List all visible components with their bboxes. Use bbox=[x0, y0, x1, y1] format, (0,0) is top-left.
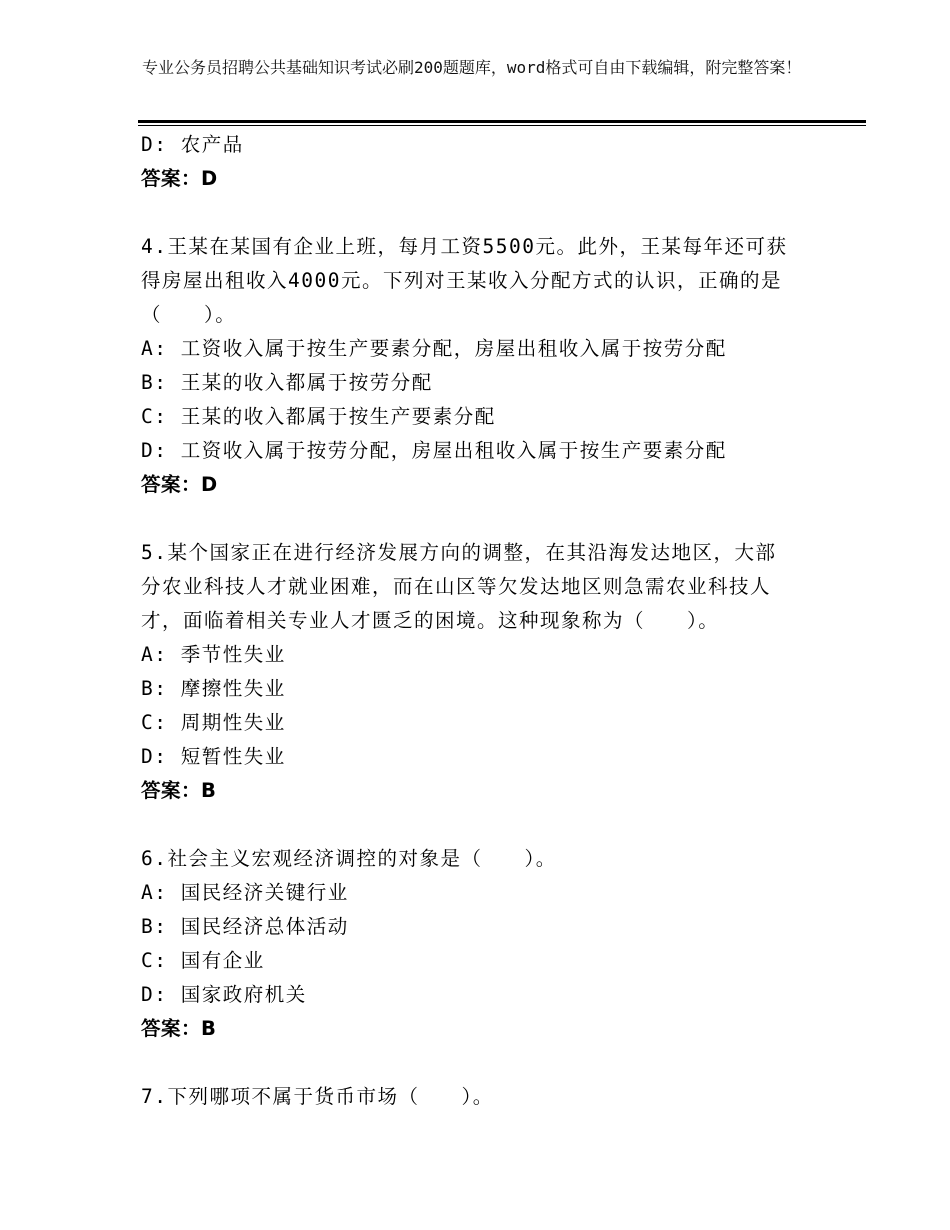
question-5 bbox=[141, 536, 821, 808]
answer-line: 答案：D bbox=[141, 167, 218, 190]
option-d: D: 工资收入属于按劳分配，房屋出租收入属于按生产要素分配 bbox=[141, 439, 727, 462]
option-a: A: 季节性失业 bbox=[141, 643, 286, 666]
option-d: D: 国家政府机关 bbox=[141, 983, 307, 1006]
question-stem-line: 分农业科技人才就业困难，而在山区等欠发达地区则急需农业科技人 bbox=[141, 575, 772, 598]
question-stem-line: 6.社会主义宏观经济调控的对象是（ ）。 bbox=[141, 847, 557, 870]
header-text: 专业公务员招聘公共基础知识考试必刷200题题库，word格式可自由下载编辑，附完整答案！ bbox=[142, 58, 802, 77]
question-stem-line: 5.某个国家正在进行经济发展方向的调整，在其沿海发达地区，大部 bbox=[141, 541, 777, 564]
option-a: A: 工资收入属于按生产要素分配，房屋出租收入属于按劳分配 bbox=[141, 337, 727, 360]
spacer bbox=[141, 196, 821, 230]
question-stem-line: 才，面临着相关专业人才匮乏的困境。这种现象称为（ ）。 bbox=[141, 609, 720, 632]
header-rule-thin bbox=[138, 125, 866, 126]
header-rule-thick bbox=[138, 120, 866, 123]
page-header bbox=[142, 56, 822, 79]
option-d: D: 农产品 bbox=[141, 133, 244, 156]
question-stem-line: 4.王某在某国有企业上班，每月工资5500元。此外，王某每年还可获 bbox=[141, 235, 788, 258]
option-b: B: 摩擦性失业 bbox=[141, 677, 286, 700]
question-stem-line: 得房屋出租收入4000元。下列对王某收入分配方式的认识，正确的是 bbox=[141, 269, 782, 292]
question-6 bbox=[141, 842, 821, 1046]
question-stem-line: 7.下列哪项不属于货币市场（ ）。 bbox=[141, 1085, 494, 1108]
option-c: C: 国有企业 bbox=[141, 949, 265, 972]
answer-line: 答案：D bbox=[141, 473, 218, 496]
answer-line: 答案：B bbox=[141, 1017, 217, 1040]
option-a: A: 国民经济关键行业 bbox=[141, 881, 349, 904]
option-d: D: 短暂性失业 bbox=[141, 745, 286, 768]
option-b: B: 国民经济总体活动 bbox=[141, 915, 349, 938]
question-7 bbox=[141, 1080, 821, 1114]
option-b: B: 王某的收入都属于按劳分配 bbox=[141, 371, 433, 394]
option-c: C: 王某的收入都属于按生产要素分配 bbox=[141, 405, 496, 428]
spacer bbox=[141, 502, 821, 536]
answer-line: 答案：B bbox=[141, 779, 217, 802]
question-stem-line: （ ）。 bbox=[141, 303, 237, 326]
spacer bbox=[141, 1046, 821, 1080]
option-c: C: 周期性失业 bbox=[141, 711, 286, 734]
question-content bbox=[141, 128, 821, 1114]
question-4 bbox=[141, 230, 821, 502]
spacer bbox=[141, 808, 821, 842]
